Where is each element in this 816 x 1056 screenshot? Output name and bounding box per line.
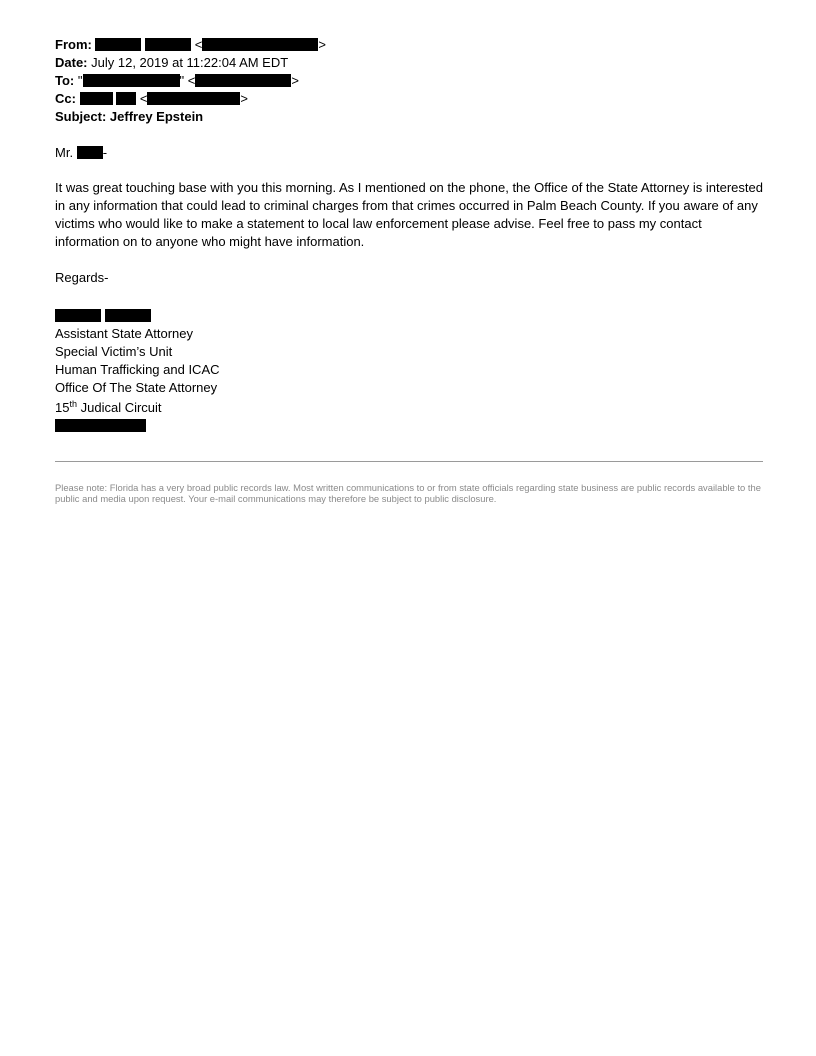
signature-office: Office Of The State Attorney	[55, 380, 218, 395]
email-open-angle: <	[194, 37, 203, 52]
signature-name	[55, 307, 765, 325]
signature-contact	[55, 417, 765, 435]
salutation	[55, 144, 765, 162]
email-document	[55, 36, 765, 435]
redaction-block	[202, 38, 318, 51]
redaction-block	[105, 309, 151, 322]
signature-unit: Special Victim’s Unit	[55, 344, 173, 359]
redaction-block	[145, 38, 191, 51]
redaction-block	[83, 74, 180, 87]
cc-line	[55, 90, 765, 108]
redaction-block	[116, 92, 136, 105]
public-records-disclaimer: Please note: Florida has a very broad public records law. Most written communications to or from state officials regarding state business are public records available to the public and media upon request. Your e-mail communications may therefore be subject to public disclosure.	[55, 482, 761, 504]
subject-line	[55, 108, 765, 126]
cc-label: Cc:	[55, 91, 76, 106]
redaction-block	[95, 38, 141, 51]
to-line	[55, 72, 765, 90]
quote-open: "	[77, 73, 83, 88]
redaction-block	[80, 92, 113, 105]
email-close-angle: >	[291, 73, 299, 88]
subject-label: Subject:	[55, 109, 107, 124]
footer-divider	[55, 461, 763, 462]
circuit-suffix: th	[69, 399, 77, 409]
message-body: It was great touching base with you this morning. As I mentioned on the phone, the Office of the State Attorney is interested in any information that could lead to criminal charges from that crimes occurred in Palm Beach County. If you aware of any victims who would like to make a statement to local law enforcement please advise. Feel free to pass my contact information on to anyone who might have information.	[55, 180, 763, 249]
salutation-suffix: -	[102, 145, 108, 160]
circuit-number: 15	[55, 400, 70, 415]
email-close-angle: >	[240, 91, 249, 106]
closing: Regards-	[55, 270, 109, 285]
salutation-prefix: Mr.	[55, 145, 74, 160]
subject-value: Jeffrey Epstein	[109, 109, 204, 124]
email-close-angle: >	[318, 37, 326, 52]
redaction-block	[77, 146, 103, 159]
signature-title: Assistant State Attorney	[55, 326, 194, 341]
from-line	[55, 36, 765, 54]
from-label: From:	[55, 37, 92, 52]
date-line	[55, 54, 765, 72]
redaction-block	[55, 419, 146, 432]
signature-division: Human Trafficking and ICAC	[55, 362, 220, 377]
redaction-block	[195, 74, 291, 87]
to-label: To:	[55, 73, 75, 88]
circuit-name: Judical Circuit	[80, 400, 162, 415]
date-label: Date:	[55, 55, 88, 70]
date-value: July 12, 2019 at 11:22:04 AM EDT	[91, 55, 289, 70]
quote-close: " <	[179, 73, 196, 88]
redaction-block	[147, 92, 240, 105]
email-open-angle: <	[139, 91, 148, 106]
redaction-block	[55, 309, 101, 322]
signature-circuit	[55, 399, 765, 417]
signature-block	[55, 307, 765, 435]
